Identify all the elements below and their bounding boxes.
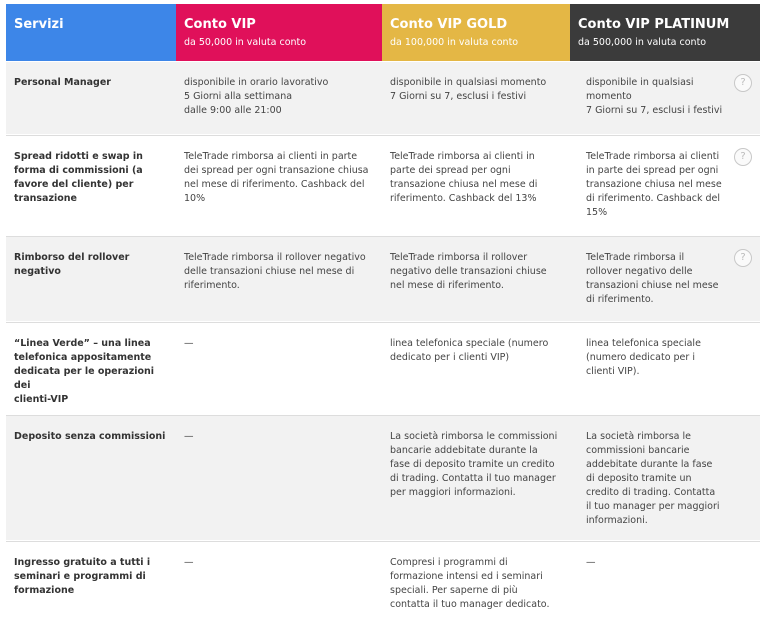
table-row <box>6 322 760 414</box>
help-icon[interactable]: ? <box>734 249 752 267</box>
table-row <box>6 541 760 628</box>
gold-value: linea telefonica speciale (numero dedicato per i clienti VIP) <box>390 338 549 363</box>
vip-value: — <box>184 431 194 442</box>
platinum-value: La società rimborsa le commissioni bancarie addebitate durante la fase di deposito tramite un credito di trading. Contatta il tuo manager per maggiori informazioni. <box>586 431 720 526</box>
service-name: Deposito senza commissioni <box>14 431 166 442</box>
header-platinum <box>570 4 760 61</box>
service-name: Personal Manager <box>14 77 111 88</box>
header-services-title: Servizi <box>14 17 64 32</box>
gold-value: La società rimborsa le commissioni bancarie addebitate durante la fase di deposito tramite un credito di trading. Contatta il tuo manager per maggiori informazioni. <box>390 431 558 498</box>
service-name: “Linea Verde” – una linea telefonica appositamente dedicata per le operazioni dei clienti-VIP <box>14 338 155 405</box>
vip-value: — <box>184 338 194 349</box>
platinum-value: linea telefonica speciale (numero dedicato per i clienti VIP). <box>586 338 701 377</box>
service-name: Spread ridotti e swap in forma di commissioni (a favore del cliente) per transazione <box>14 151 143 204</box>
vip-value: — <box>184 557 194 568</box>
header-gold-subtitle: da 100,000 in valuta conto <box>390 37 519 48</box>
vip-value: TeleTrade rimborsa il rollover negativo delle transazioni chiuse nel mese di riferimento. <box>184 252 366 291</box>
table-row <box>6 135 760 235</box>
header-services <box>6 4 176 61</box>
vip-value: disponibile in orario lavorativo 5 Giorni alla settimana dalle 9:00 alle 21:00 <box>184 77 329 116</box>
gold-value: TeleTrade rimborsa ai clienti in parte dei spread per ogni transazione chiusa nel mese di riferimento. Cashback del 13% <box>390 151 538 204</box>
help-icon[interactable]: ? <box>734 74 752 92</box>
gold-value: disponibile in qualsiasi momento 7 Giorni su 7, esclusi i festivi <box>390 77 547 102</box>
platinum-value: TeleTrade rimborsa ai clienti in parte dei spread per ogni transazione chiusa nel mese di riferimento. Cashback del 15% <box>586 151 722 218</box>
table-row <box>6 415 760 540</box>
header-platinum-subtitle: da 500,000 in valuta conto <box>578 37 707 48</box>
platinum-value: — <box>586 557 596 568</box>
header-gold <box>382 4 570 61</box>
header-vip <box>176 4 382 61</box>
header-vip-title: Conto VIP <box>184 17 256 32</box>
gold-value: TeleTrade rimborsa il rollover negativo delle transazioni chiuse nel mese di riferimento. <box>390 252 547 291</box>
gold-value: Compresi i programmi di formazione intensi ed i seminari speciali. Per saperne di più contatta il tuo manager dedicato. <box>390 557 550 610</box>
header-vip-subtitle: da 50,000 in valuta conto <box>184 37 307 48</box>
table-row <box>6 62 760 134</box>
header-platinum-title: Conto VIP PLATINUM <box>578 17 730 32</box>
vip-value: TeleTrade rimborsa ai clienti in parte dei spread per ogni transazione chiusa nel mese di riferimento. Cashback del 10% <box>184 151 369 204</box>
header-gold-title: Conto VIP GOLD <box>390 17 508 32</box>
platinum-value: TeleTrade rimborsa il rollover negativo delle transazioni chiuse nel mese di riferimento. <box>586 252 719 305</box>
platinum-value: disponibile in qualsiasi momento 7 Giorni su 7, esclusi i festivi <box>586 77 723 116</box>
table-row <box>6 236 760 321</box>
table-header <box>6 4 760 61</box>
service-name: Rimborso del rollover negativo <box>14 252 130 277</box>
service-name: Ingresso gratuito a tutti i seminari e programmi di formazione <box>14 557 151 596</box>
help-icon[interactable]: ? <box>734 148 752 166</box>
